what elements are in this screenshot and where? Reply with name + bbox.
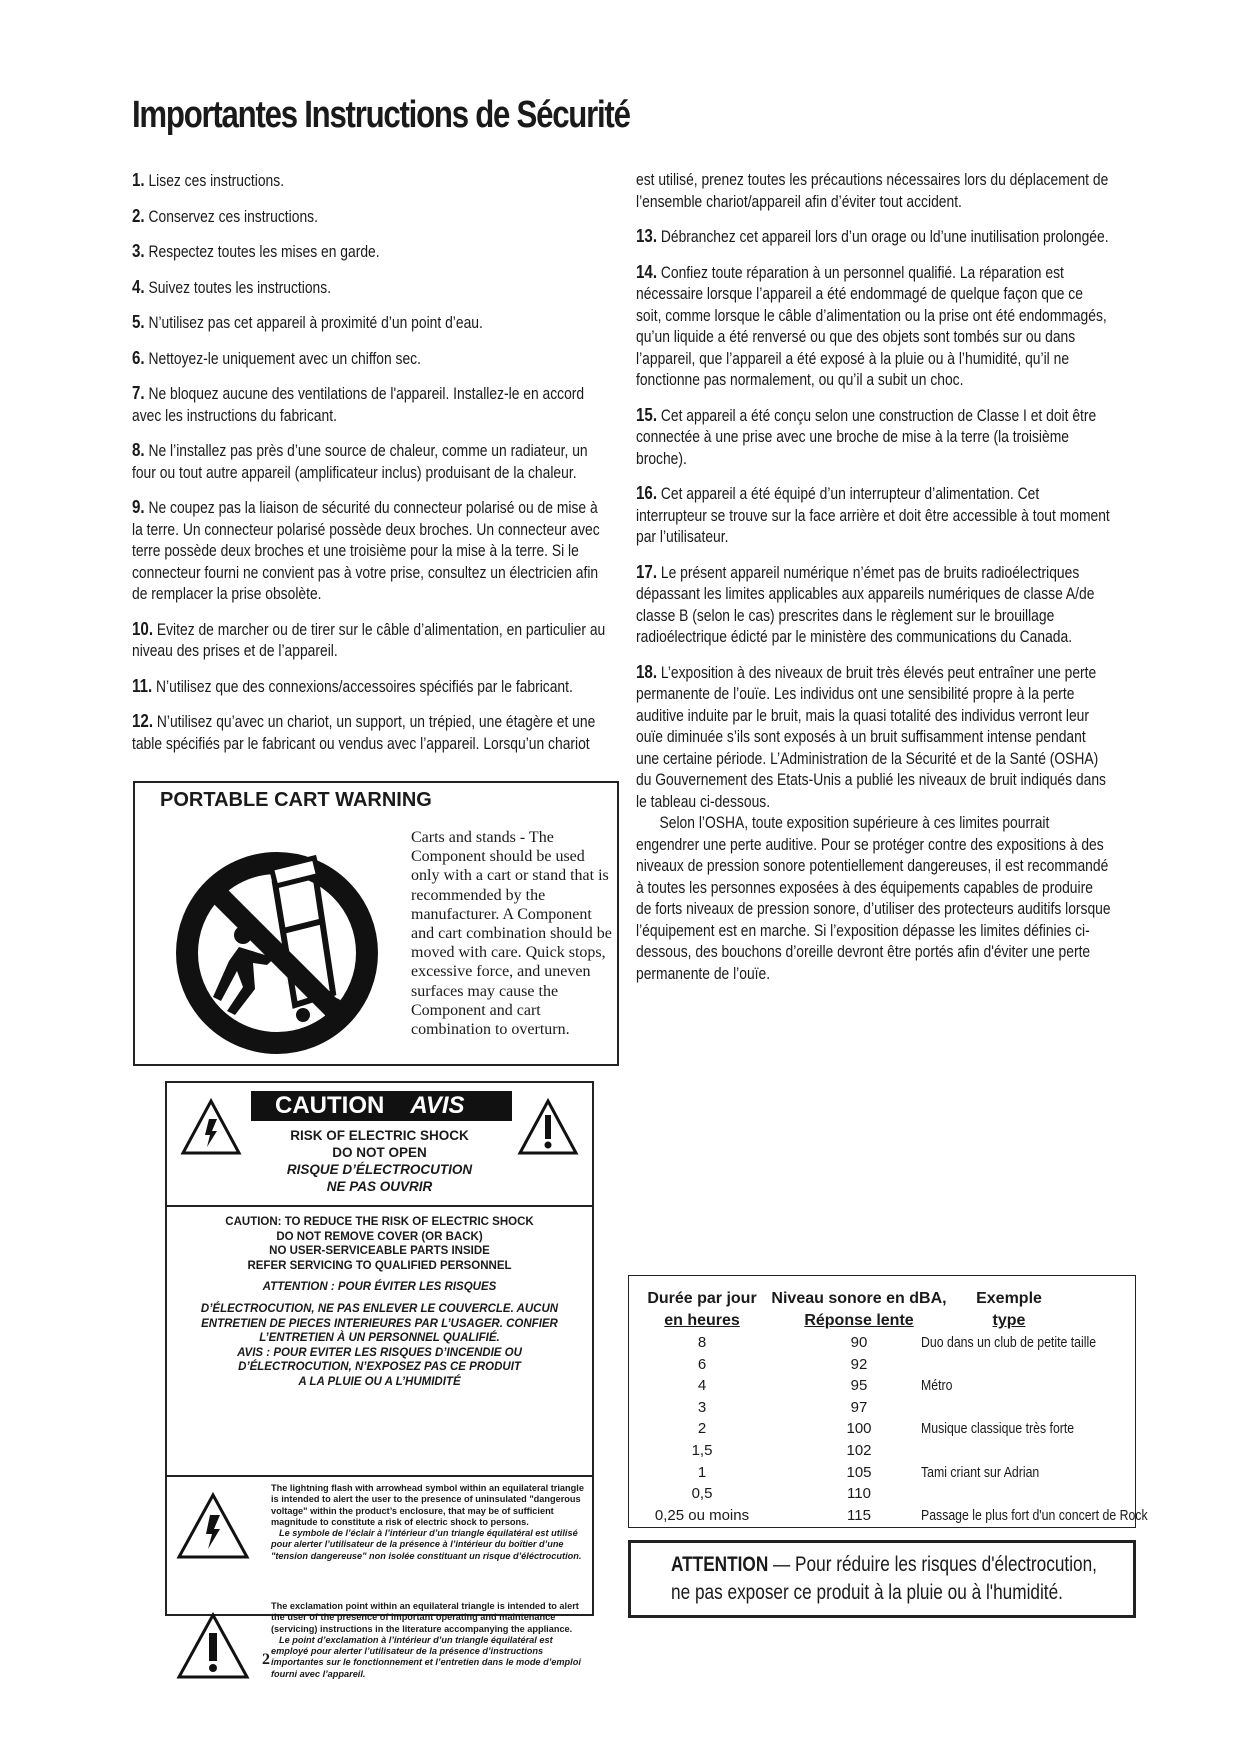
instruction-continuation: est utilisé, prenez toutes les précautions nécessaires lors du déplacement de l’ensemble chariot/appareil afin d’éviter tout accident.	[636, 171, 1109, 211]
hours-cell: 8	[697, 1334, 707, 1351]
hours-cell: 1,5	[691, 1442, 713, 1459]
page-number: 2	[262, 1651, 270, 1668]
lightning-explanation: The lightning flash with arrowhead symbol within an equilateral triangle is intended to alert the user to the presence of uninsulated "dangerous voltage" within the product’s enclosure, that may be of sufficient magnitude to constitute a risk of electric shock to persons. Le symbole de l’éclair à l’intérieur d’un triangle équilatéral est utilisé pour alerter l’utilisateur de la présence à l’intérieur du boîtier d’une "tension dangereuse" non isolée constituant un risque d’éléctrocution.	[271, 1483, 584, 1561]
example-cell: Musique classique très forte	[921, 1420, 1075, 1438]
caution-top-lines: RISK OF ELECTRIC SHOCK DO NOT OPEN RISQUE D’ÉLECTROCUTION NE PAS OUVRIR	[286, 1128, 473, 1194]
instruction-item: 1. Lisez ces instructions.	[132, 170, 285, 190]
lightning-triangle-icon	[175, 1491, 251, 1561]
hours-cell: 3	[697, 1398, 707, 1416]
dba-cell: 100	[846, 1420, 872, 1438]
instruction-item: 4. Suivez toutes les instructions.	[132, 276, 332, 297]
header-duration: Durée par jour en heures	[647, 1290, 757, 1329]
hours-cell: 1	[697, 1463, 707, 1481]
hours-cell: 2	[697, 1420, 707, 1438]
instruction-item: 15. Cet appareil a été conçu selon une construction de Classe I et doit être connectée à une prise avec une broche de mise à la terre (la troisième broche).	[636, 404, 1097, 468]
hours-cell: 4	[697, 1377, 707, 1395]
dba-cell: 95	[850, 1377, 868, 1395]
noise-exposure-table	[628, 1275, 1148, 1528]
table-row	[629, 1420, 1135, 1442]
instruction-item: 16. Cet appareil a été équipé d’un interrupteur d’alimentation. Cet interrupteur se trouve sur la face arrière et doit être accessible à tout moment par l’utilisateur.	[636, 483, 1110, 546]
hours-cell: 6	[697, 1355, 707, 1373]
cart-tipover-icon	[165, 843, 395, 1058]
instruction-item: 5. N’utilisez pas cet appareil à proximité d’un point d’eau.	[132, 312, 483, 332]
instruction-item: 13. Débranchez cet appareil lors d’un orage ou ld’une inutilisation prolongée.	[636, 226, 1109, 246]
instruction-item: 12. N’utilisez qu’avec un chariot, un support, un trépied, une étagère et une table spécifiés par le fabricant ou vendus avec l’appareil. Lorsqu’un chariot	[132, 711, 596, 753]
example-cell: Métro	[921, 1377, 953, 1395]
dba-cell: 105	[846, 1463, 872, 1481]
instruction-item: 11. N’utilisez que des connexions/accessoires spécifiés par le fabricant.	[132, 675, 573, 696]
table-row	[629, 1334, 1135, 1356]
hours-cell: 0,25 ou moins	[654, 1506, 750, 1524]
caution-instructions: CAUTION: TO REDUCE THE RISK OF ELECTRIC SHOCK DO NOT REMOVE COVER (OR BACK) NO USER-SERVICEABLE PARTS INSIDE REFER SERVICING TO QUALIFIED PERSONNEL ATTENTION : POUR ÉVITER LES RISQUES D’ÉLECTROCUTION, NE PAS ENLEVER LE COUVERCLE. AUCUN ENTRETIEN DE PIECES INTERIEURES PAR L’USAGER. CONFIER L’ENTRETIEN À UN PERSONNEL QUALIFIÉ. AVIS : POUR EVITER LES RISQUES D’INCENDIE OU D’ÉLECTROCUTION, N’EXPOSEZ PAS CE PRODUIT A LA PLUIE OU A L’HUMIDITÉ	[167, 1207, 592, 1477]
header-example: Exemple type	[976, 1290, 1042, 1329]
example-cell: Tami criant sur Adrian	[921, 1463, 1040, 1481]
instruction-item: 7. Ne bloquez aucune des ventilations de l'appareil. Installez-le en accord avec les instructions du fabricant.	[132, 383, 585, 425]
table-row	[629, 1377, 1135, 1399]
caution-header	[167, 1083, 592, 1207]
dba-cell: 92	[850, 1355, 868, 1373]
instruction-item: 9. Ne coupez pas la liaison de sécurité du connecteur polarisé ou de mise à la terre. Un connecteur polarisé possède deux broches. Un connecteur avec terre possède deux broches et une troisième pour la mise à la terre. Si le connecteur fourni ne convient pas à votre prise, consultez un électricien afin de remplacer la prise obsolète.	[132, 497, 600, 603]
osha-paragraph: Selon l’OSHA, toute exposition supérieure à ces limites pourrait engendrer une perte auditive. Pour se protéger contre des expositions à des niveaux de pression sonore potentiellement dangereuses, il est recommandé à toutes les personnes exposées à des équipements capables de produire de forts niveaux de pression sonore, d’utiliser des protecteurs auditifs lorsque l’équipement est en marche. Si l’exposition dépasse les limites définies ci-dessous, des bouchons d’oreille devront être portés afin d'éviter une perte permanente de l’ouïe.	[636, 814, 1111, 983]
cart-warning-heading: PORTABLE CART WARNING	[160, 789, 432, 811]
attention-line2: ne pas exposer ce produit à la pluie ou à l'humidité.	[671, 1581, 1063, 1604]
example-cell: Passage le plus fort d'un concert de Rock	[921, 1506, 1148, 1524]
dba-cell: 97	[850, 1398, 868, 1416]
right-column	[636, 170, 1112, 985]
dba-cell: 102	[846, 1442, 872, 1459]
portable-cart-warning-box	[133, 781, 619, 1066]
table-row	[629, 1506, 1148, 1529]
dba-cell: 110	[847, 1485, 871, 1503]
attention-box	[628, 1540, 1136, 1618]
instruction-item: 14. Confiez toute réparation à un personnel qualifié. La réparation est nécessaire lorsque l’appareil a été endommagé de quelque façon que ce soit, comme lorsque le câble d’alimentation ou la prise ont été endommagés, qu’un liquide a été renversé ou que des objets sont tombés sur ou dans l’appareil, que l’appareil a été exposé à la pluie ou à l’humidité, qu’il ne fonctionne pas normalement, ou qu’il a subit un choc.	[636, 261, 1107, 389]
hours-cell: 0,5	[691, 1485, 713, 1503]
instruction-item: 6. Nettoyez-le uniquement avec un chiffon sec.	[132, 347, 421, 368]
left-column	[132, 170, 612, 768]
dba-cell: 90	[850, 1334, 868, 1351]
instruction-item: 8. Ne l’installez pas près d’une source de chaleur, comme un radiateur, un four ou tout autre appareil (amplificateur inclus) produisant de la chaleur.	[132, 440, 588, 482]
dba-cell: 115	[847, 1506, 871, 1524]
attention-label: ATTENTION	[671, 1553, 769, 1576]
header-level: Niveau sonore en dBA, Réponse lente	[771, 1290, 947, 1329]
table-row	[629, 1399, 1135, 1421]
table-row	[629, 1485, 1135, 1507]
example-cell: Duo dans un club de petite taille	[921, 1334, 1097, 1351]
page-title: Importantes Instructions de Sécurité	[132, 94, 630, 136]
table-row	[629, 1464, 1135, 1486]
instruction-item: 3. Respectez toutes les mises en garde.	[132, 241, 380, 261]
attention-line1: — Pour réduire les risques d'électrocution,	[768, 1553, 1097, 1576]
instruction-item: 10. Evitez de marcher ou de tirer sur le câble d’alimentation, en particulier au niveau des prises et de l’appareil.	[132, 618, 606, 660]
caution-box	[165, 1081, 594, 1679]
cart-warning-text: Carts and stands - The Component should be used only with a cart or stand that is recommended by the manufacturer. A Component and cart combination should be moved with care. Quick stops, excessive force, and uneven surfaces may cause the Component and cart combination to overturn.	[411, 829, 612, 1039]
exclamation-triangle-icon	[175, 1611, 251, 1681]
table-row	[629, 1356, 1135, 1378]
exclamation-explanation: The exclamation point within an equilateral triangle is intended to alert the user of the presence of important operating and maintenance (servicing) instructions in the literature accompanying the appliance. Le point d’exclamation à l’intérieur d’un triangle équilatéral est employé pour alerter l’utilisateur de la présence d’instructions importantes sur le fonctionnement et l’entretien dans le mode d’emploi fourni avec l’appareil.	[271, 1601, 581, 1679]
instruction-item: 2. Conservez ces instructions.	[132, 205, 318, 226]
instruction-item: 18. L’exposition à des niveaux de bruit très élevés peut entraîner une perte permanente de l’ouïe. Les individus ont une sensibilité propre à la perte auditive induite par le bruit, mais la quasi totalité des individus verront leur ouïe diminuée s’ils sont exposés à un bruit suffisamment intense pendant une certaine période. L’Administration de la Sécurité et de la Santé (OSHA) du Gouvernement des Etats-Unis a publié les niveaux de bruit indiqués dans le tableau ci-dessous.	[636, 661, 1106, 811]
instruction-item: 17. Le présent appareil numérique n’émet pas de bruits radioélectriques dépassant les limites applicables aux appareils numériques de classe A/de classe B (selon le cas) prescrites dans le règlement sur le brouillage radioélectrique édicté par le ministère des communications du Canada.	[636, 561, 1095, 646]
caution-banner: CAUTION AVIS	[251, 1091, 512, 1121]
table-row	[629, 1442, 1135, 1464]
